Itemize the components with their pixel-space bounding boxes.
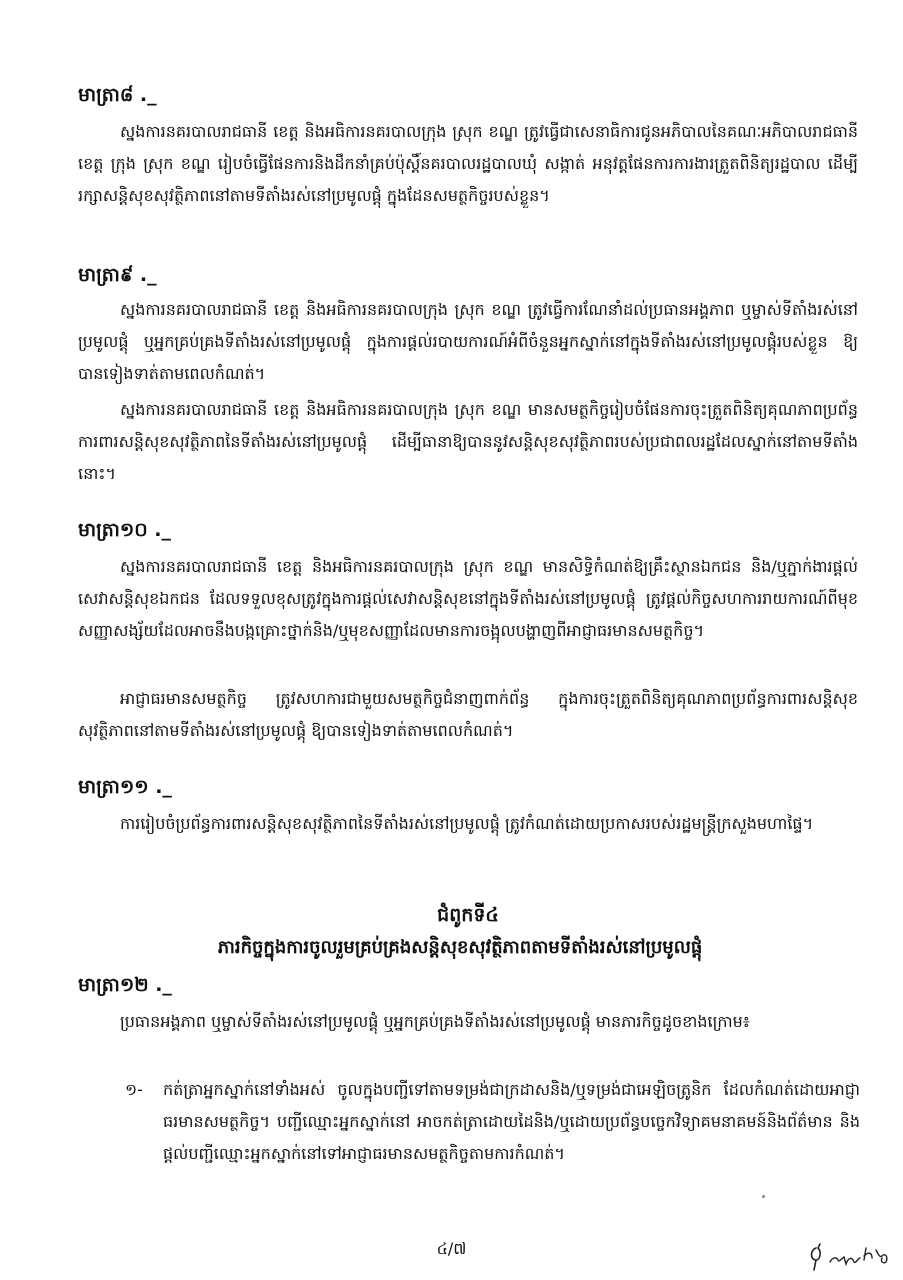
page-number: ៤/៧	[436, 1239, 467, 1258]
list-item-text: កត់ត្រាអ្នកស្នាក់នៅទាំងអស់ ចូលក្នុងបញ្ជីទៅតាមទម្រង់ជាក្រដាសនិង/ឬទម្រង់ជាអេឡិចត្រូនិក ដែលកំណត់ដោយអាជ្ញាធរមានសមត្ថកិច្ច។ បញ្ជីឈ្មោះអ្នកស្នាក់នៅ អាចកត់ត្រាដោយដៃនិង/ឬដោយប្រព័ន្ធបច្ចេកវិទ្យាគមនាគមន៍និងព័ត៌មាន និងផ្តល់បញ្ជីឈ្មោះអ្នកស្នាក់នៅទៅអាជ្ញាធរមានសមត្ថកិច្ចតាមការកំណត់។	[163, 1080, 860, 1163]
article-11-paragraph: ការរៀបចំប្រព័ន្ធការពារសន្តិសុខសុវត្ថិភាពនៃទីតាំងរស់នៅប្រមូលផ្តុំ ត្រូវកំណត់ដោយប្រកាសរបស់រដ្ឋមន្ត្រីក្រសួងមហាផ្ទៃ។	[120, 814, 814, 833]
article-9-heading: មាត្រា៩ ._	[78, 264, 157, 286]
article-11-heading: មាត្រា១១ ._	[78, 776, 172, 798]
article-10-paragraph-1: ស្នងការនគរបាលរាជធានី ខេត្ត និងអធិការនគរបាលក្រុង ស្រុក ខណ្ឌ មានសិទ្ធិកំណត់ឱ្យគ្រឹះស្ថានឯកជន និង/ឬភ្នាក់ងារផ្តល់សេវាសន្តិសុខឯកជន ដែលទទួលខុសត្រូវក្នុងការផ្តល់សេវាសន្តិសុខនៅក្នុងទីតាំងរស់នៅប្រមូលផ្តុំ ត្រូវផ្តល់កិច្ចសហការរាយការណ៍ពីមុខសញ្ញាសង្ស័យដែលអាចនឹងបង្កគ្រោះថ្នាក់និង/ឬមុខសញ្ញាដែលមានការចង្អុលបង្ហាញពីអាជ្ញាធរមានសមត្ថកិច្ច។	[78, 557, 858, 640]
list-item-number: ១-	[125, 1080, 143, 1099]
article-12-list-item	[125, 1074, 860, 1202]
handwritten-initials-signature	[806, 1240, 896, 1272]
article-10-heading: មាត្រា១០ ._	[78, 519, 172, 541]
article-12-intro: ប្រធានអង្គភាព ឬម្ចាស់ទីតាំងរស់នៅប្រមូលផ្តុំ ឬអ្នកគ្រប់គ្រងទីតាំងរស់នៅប្រមូលផ្តុំ មានភារកិច្ចដូចខាងក្រោម៖	[120, 1012, 750, 1031]
article-12-heading: មាត្រា១២ ._	[78, 974, 172, 996]
chapter-number: ជំពូកទី៤	[437, 904, 499, 926]
article-8-paragraph: ស្នងការនគរបាលរាជធានី ខេត្ត និងអធិការនគរបាលក្រុង ស្រុក ខណ្ឌ ត្រូវធ្វើជាសេនាធិការជូនអភិបាលនៃគណៈអភិបាលរាជធានី ខេត្ត ក្រុង ស្រុក ខណ្ឌ រៀបចំធ្វើផែនការនិងដឹកនាំគ្រប់ប៉ុស្តិ៍នគរបាលរដ្ឋបាលឃុំ សង្កាត់ អនុវត្តផែនការការងារត្រួតពិនិត្យរដ្ឋបាល ដើម្បីរក្សាសន្តិសុខសុវត្ថិភាពនៅតាមទីតាំងរស់នៅប្រមូលផ្តុំ ក្នុងដែនសមត្ថកិច្ចរបស់ខ្លួន។	[78, 122, 858, 205]
chapter-title: ភារកិច្ចក្នុងការចូលរួមគ្រប់គ្រងសន្តិសុខសុវត្ថិភាពតាមទីតាំងរស់នៅប្រមូលផ្តុំ	[217, 937, 703, 958]
scan-speck	[762, 1195, 765, 1198]
article-9-paragraph-2: ស្នងការនគរបាលរាជធានី ខេត្ត និងអធិការនគរបាលក្រុង ស្រុក ខណ្ឌ មានសមត្ថកិច្ចរៀបចំផែនការចុះត្រួតពិនិត្យគុណភាពប្រព័ន្ធការពារសន្តិសុខសុវត្ថិភាពនៃទីតាំងរស់នៅប្រមូលផ្តុំ ដើម្បីធានាឱ្យបាននូវសន្តិសុខសុវត្ថិភាពរបស់ប្រជាពលរដ្ឋដែលស្នាក់នៅតាមទីតាំងនោះ។	[78, 400, 858, 483]
article-10-paragraph-2: អាជ្ញាធរមានសមត្ថកិច្ច ត្រូវសហការជាមួយសមត្ថកិច្ចជំនាញពាក់ព័ន្ធ ក្នុងការចុះត្រួតពិនិត្យគុណភាពប្រព័ន្ធការពារសន្តិសុខសុវត្ថិភាពនៅតាមទីតាំងរស់នៅប្រមូលផ្តុំ ឱ្យបានទៀងទាត់តាមពេលកំណត់។	[78, 689, 858, 740]
article-9-paragraph-1: ស្នងការនគរបាលរាជធានី ខេត្ត និងអធិការនគរបាលក្រុង ស្រុក ខណ្ឌ ត្រូវធ្វើការណែនាំដល់ប្រធានអង្គភាព ឬម្ចាស់ទីតាំងរស់នៅប្រមូលផ្តុំ ឬអ្នកគ្រប់គ្រងទីតាំងរស់នៅប្រមូលផ្តុំ ក្នុងការផ្តល់របាយការណ៍អំពីចំនួនអ្នកស្នាក់នៅក្នុងទីតាំងរស់នៅប្រមូលផ្តុំរបស់ខ្លួន ឱ្យបានទៀងទាត់តាមពេលកំណត់។	[78, 300, 858, 383]
article-8-heading: មាត្រា៨ ._	[78, 84, 157, 106]
